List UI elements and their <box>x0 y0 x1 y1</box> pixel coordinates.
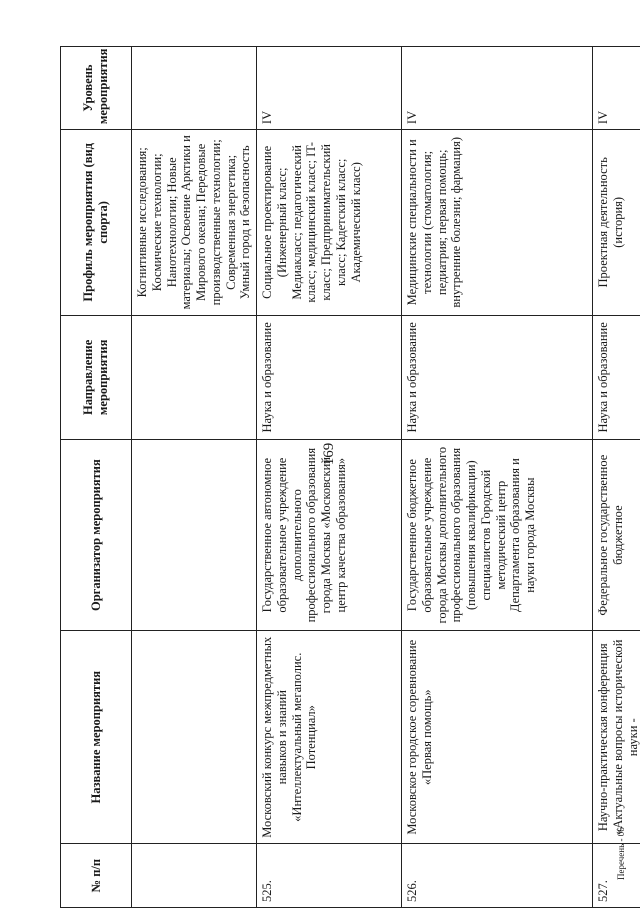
cell-direction: Наука и образование <box>593 315 640 440</box>
cell-organizer: Государственное автономное образовательное учреждение дополнительного профессионального образования города Москвы «Московский центр качества образования» <box>257 440 402 631</box>
cell-num: 525. <box>257 844 402 908</box>
table-row <box>402 47 593 908</box>
cell-num: 526. <box>402 844 593 908</box>
footer-label: Перечень - 06 <box>616 827 626 880</box>
header-direction: Направление мероприятия <box>61 315 132 440</box>
cell-num: 527. <box>593 844 640 908</box>
cell-profile: Когнитивные исследования; Космические технологии; Нанотехнологии; Новые материалы; Освоение Арктики и Мирового океана; Передовые производственные технологии; Современная энергетика; Умный город и безопасность <box>132 130 257 315</box>
cell-organizer: Государственное бюджетное образовательное учреждение города Москвы дополнительного профессионального образования (повышения квалификации) специалистов Городской методический центр Департамента образования и науки города Москвы <box>402 440 593 631</box>
cell-direction <box>132 315 257 440</box>
table-row-continued <box>132 47 257 908</box>
cell-profile: Медицинские специальности и технологии (стоматология; педиатрия; первая помощь; внутренние болезни; фармация) <box>402 130 593 315</box>
page-number: 169 <box>321 442 337 466</box>
header-organizer: Организатор мероприятия <box>61 440 132 631</box>
header-name: Название мероприятия <box>61 631 132 844</box>
cell-organizer: Федеральное государственное бюджетное <box>593 440 640 631</box>
cell-level: IV <box>257 47 402 130</box>
cell-level: IV <box>402 47 593 130</box>
cell-name: Московское городское соревнование «Первая помощь» <box>402 631 593 844</box>
cell-name: Научно-практическая конференция «Актуальные вопросы исторической науки - <box>593 631 640 844</box>
cell-name <box>132 631 257 844</box>
table-header-row <box>61 47 132 908</box>
cell-name: Московский конкурс межпредметных навыков и знаний «Интеллектуальный мегаполис. Потенциал» <box>257 631 402 844</box>
cell-direction: Наука и образование <box>257 315 402 440</box>
events-table <box>60 46 640 908</box>
header-profile: Профиль мероприятия (вид спорта) <box>61 130 132 315</box>
cell-level: IV <box>593 47 640 130</box>
cell-direction: Наука и образование <box>402 315 593 440</box>
cell-num <box>132 844 257 908</box>
table-row <box>257 47 402 908</box>
cell-profile: Проектная деятельность (история) <box>593 130 640 315</box>
header-num: № п/п <box>61 844 132 908</box>
cell-organizer <box>132 440 257 631</box>
cell-profile: Социальное проектирование (Инженерный класс; Медиакласс; педагогический класс; медицинский класс; IT-класс; Предпринимательский класс; Кадетский класс; Академический класс) <box>257 130 402 315</box>
header-level: Уровень мероприятия <box>61 47 132 130</box>
cell-level <box>132 47 257 130</box>
